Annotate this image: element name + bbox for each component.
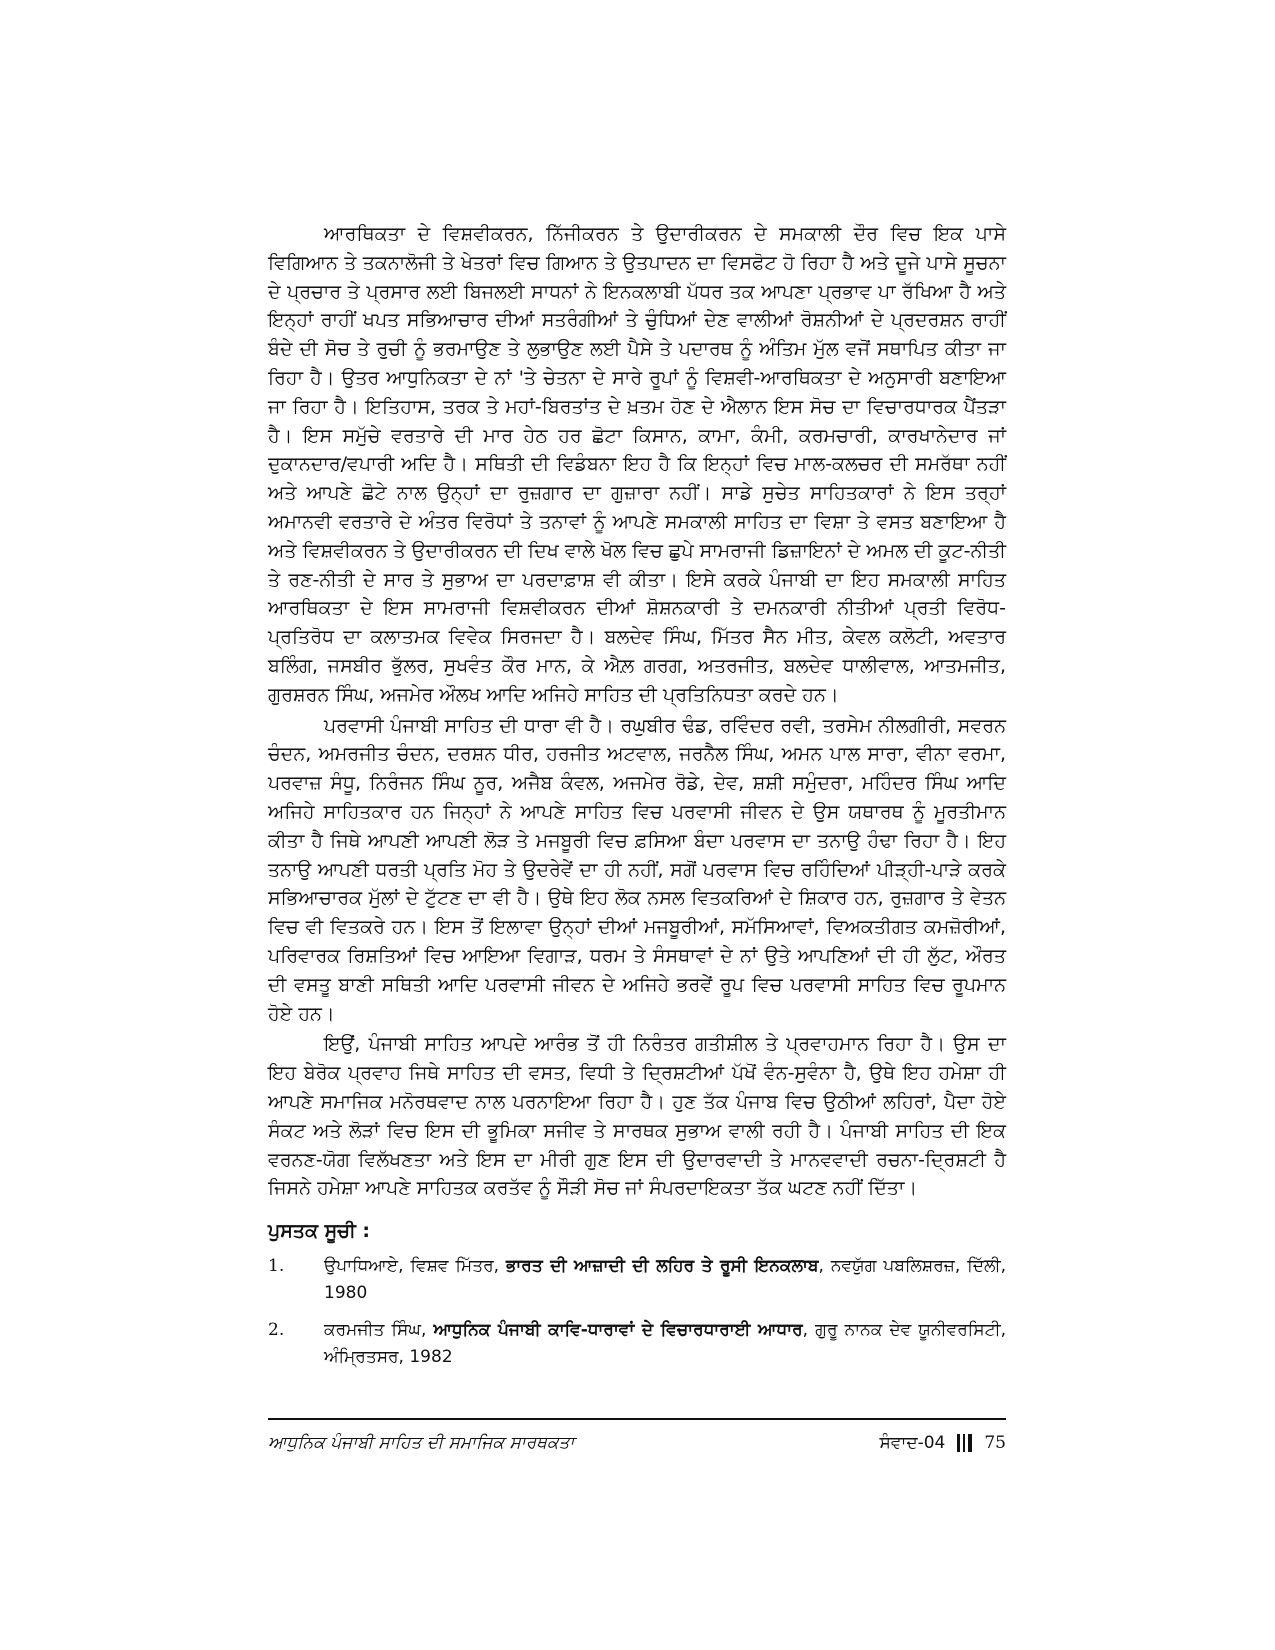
entry-publisher: , ਨਵਯੁੱਗ ਪਬਲਿਸ਼ਰਜ਼, ਦਿੱਲੀ, 1980 (324, 1256, 1006, 1304)
issue-label: ਸੰਵਾਦ-04 (879, 1433, 946, 1453)
entry-number: 2. (268, 1320, 285, 1341)
entry-title: ਭਾਰਤ ਦੀ ਆਜ਼ਾਦੀ ਦੀ ਲਹਿਰ ਤੇ ਰੂਸੀ ਇਨਕਲਾਬ (506, 1256, 819, 1277)
entry-text (324, 1253, 1006, 1307)
paragraph-conclusion: ਇਉਂ, ਪੰਜਾਬੀ ਸਾਹਿਤ ਆਪਦੇ ਆਰੰਭ ਤੋਂ ਹੀ ਨਿਰੰਤਰ ਗਤੀਸ਼ੀਲ ਤੇ ਪ੍ਰਵਾਹਮਾਨ ਰਿਹਾ ਹੈ। ਉਸ ਦਾ ਇਹ ਬੇਰੋਕ ਪ੍ਰਵਾਹ ਜਿਥੇ ਸਾਹਿਤ ਦੀ ਵਸਤ, ਵਿਧੀ ਤੇ ਦ੍ਰਿਸ਼ਟੀਆਂ ਪੱਖੋਂ ਵੰਨ-ਸੁਵੰਨਾ ਹੈ, ਉਥੇ ਇਹ ਹਮੇਸ਼ਾ ਹੀ ਆਪਣੇ ਸਮਾਜਿਕ ਮਨੋਰਥਵਾਦ ਨਾਲ ਪਰਨਾਇਆ ਰਿਹਾ ਹੈ। ਹੁਣ ਤੱਕ ਪੰਜਾਬ ਵਿਚ ਉਠੀਆਂ ਲਹਿਰਾਂ, ਪੈਦਾ ਹੋਏ ਸੰਕਟ ਅਤੇ ਲੋੜਾਂ ਵਿਚ ਇਸ ਦੀ ਭੂਮਿਕਾ ਸਜੀਵ ਤੇ ਸਾਰਥਕ ਸੁਭਾਅ ਵਾਲੀ ਰਹੀ ਹੈ। ਪੰਜਾਬੀ ਸਾਹਿਤ ਦੀ ਇਕ ਵਰਨਣ-ਯੋਗ ਵਿਲੱਖਣਤਾ ਅਤੇ ਇਸ ਦਾ ਮੀਰੀ ਗੁਣ ਇਸ ਦੀ ਉਦਾਰਵਾਦੀ ਤੇ ਮਾਨਵਵਾਦੀ ਰਚਨਾ-ਦ੍ਰਿਸ਼ਟੀ ਹੈ ਜਿਸਨੇ ਹਮੇਸ਼ਾ ਆਪਣੇ ਸਾਹਿਤਕ ਕਰਤੱਵ ਨੂੰ ਸੌੜੀ ਸੋਚ ਜਾਂ ਸੰਪਰਦਾਇਕਤਾ ਤੱਕ ਘਟਣ ਨਹੀਂ ਦਿੱਤਾ। (268, 1033, 1006, 1200)
bibliography-heading: ਪੁਸਤਕ ਸੂਚੀ : (268, 1220, 371, 1243)
entry-number: 1. (268, 1256, 285, 1277)
body-text-column (268, 220, 1006, 1381)
entry-text (324, 1317, 1006, 1371)
footer-meta (880, 1433, 1007, 1453)
vertical-bars-icon (957, 1434, 972, 1452)
bibliography-entry (268, 1317, 1006, 1371)
page-footer (268, 1428, 1006, 1458)
entry-author: ਉਪਾਧਿਆਏ, ਵਿਸ਼ਵ ਮਿੱਤਰ, (324, 1256, 506, 1277)
paragraph-globalization: ਆਰਥਿਕਤਾ ਦੇ ਵਿਸ਼ਵੀਕਰਨ, ਨਿੱਜੀਕਰਨ ਤੇ ਉਦਾਰੀਕਰਨ ਦੇ ਸਮਕਾਲੀ ਦੌਰ ਵਿਚ ਇਕ ਪਾਸੇ ਵਿਗਿਆਨ ਤੇ ਤਕਨਾਲੋਜੀ ਤੇ ਖੇਤਰਾਂ ਵਿਚ ਗਿਆਨ ਤੇ ਉਤਪਾਦਨ ਦਾ ਵਿਸਫੋਟ ਹੋ ਰਿਹਾ ਹੈ ਅਤੇ ਦੂਜੇ ਪਾਸੇ ਸੂਚਨਾ ਦੇ ਪ੍ਰਚਾਰ ਤੇ ਪ੍ਰਸਾਰ ਲਈ ਬਿਜਲਈ ਸਾਧਨਾਂ ਨੇ ਇਨਕਲਾਬੀ ਪੱਧਰ ਤਕ ਆਪਣਾ ਪ੍ਰਭਾਵ ਪਾ ਰੱਖਿਆ ਹੈ ਅਤੇ ਇਨ੍ਹਾਂ ਰਾਹੀਂ ਖਪਤ ਸਭਿਆਚਾਰ ਦੀਆਂ ਸਤਰੰਗੀਆਂ ਤੇ ਚੁੰਧਿਆਂ ਦੇਣ ਵਾਲੀਆਂ ਰੋਸ਼ਨੀਆਂ ਦੇ ਪ੍ਰਦਰਸ਼ਨ ਰਾਹੀਂ ਬੰਦੇ ਦੀ ਸੋਚ ਤੇ ਰੁਚੀ ਨੂੰ ਭਰਮਾਉਣ ਤੇ ਲੁਭਾਉਣ ਲਈ ਪੈਸੇ ਤੇ ਪਦਾਰਥ ਨੂੰ ਅੰਤਿਮ ਮੁੱਲ ਵਜੋਂ ਸਥਾਪਿਤ ਕੀਤਾ ਜਾ ਰਿਹਾ ਹੈ। ਉਤਰ ਆਧੁਨਿਕਤਾ ਦੇ ਨਾਂ 'ਤੇ ਚੇਤਨਾ ਦੇ ਸਾਰੇ ਰੂਪਾਂ ਨੂੰ ਵਿਸ਼ਵੀ-ਆਰਥਿਕਤਾ ਦੇ ਅਨੁਸਾਰੀ ਬਣਾਇਆ ਜਾ ਰਿਹਾ ਹੈ। ਇਤਿਹਾਸ, ਤਰਕ ਤੇ ਮਹਾਂ-ਬਿਰਤਾਂਤ ਦੇ ਖ਼ਤਮ ਹੋਣ ਦੇ ਐਲਾਨ ਇਸ ਸੋਚ ਦਾ ਵਿਚਾਰਧਾਰਕ ਪੈਂਤੜਾ ਹੈ। ਇਸ ਸਮੁੱਚੇ ਵਰਤਾਰੇ ਦੀ ਮਾਰ ਹੇਠ ਹਰ ਛੋਟਾ ਕਿਸਾਨ, ਕਾਮਾ, ਕੰਮੀ, ਕਰਮਚਾਰੀ, ਕਾਰਖਾਨੇਦਾਰ ਜਾਂ ਦੁਕਾਨਦਾਰ/ਵਪਾਰੀ ਅਦਿ ਹੈ। ਸਥਿਤੀ ਦੀ ਵਿਡੰਬਨਾ ਇਹ ਹੈ ਕਿ ਇਨ੍ਹਾਂ ਵਿਚ ਮਾਲ-ਕਲਚਰ ਦੀ ਸਮਰੱਥਾ ਨਹੀਂ ਅਤੇ ਆਪਣੇ ਛੋਟੇ ਨਾਲ ਉਨ੍ਹਾਂ ਦਾ ਰੁਜ਼ਗਾਰ ਦਾ ਗੁਜ਼ਾਰਾ ਨਹੀਂ। ਸਾਡੇ ਸੁਚੇਤ ਸਾਹਿਤਕਾਰਾਂ ਨੇ ਇਸ ਤਰ੍ਹਾਂ ਅਮਾਨਵੀ ਵਰਤਾਰੇ ਦੇ ਅੰਤਰ ਵਿਰੋਧਾਂ ਤੇ ਤਨਾਵਾਂ ਨੂੰ ਆਪਣੇ ਸਮਕਾਲੀ ਸਾਹਿਤ ਦਾ ਵਿਸ਼ਾ ਤੇ ਵਸਤ ਬਣਾਇਆ ਹੈ ਅਤੇ ਵਿਸ਼ਵੀਕਰਨ ਤੇ ਉਦਾਰੀਕਰਨ ਦੀ ਦਿਖ ਵਾਲੇ ਖੋਲ ਵਿਚ ਛੁਪੇ ਸਾਮਰਾਜੀ ਡਿਜ਼ਾਇਨਾਂ ਦੇ ਅਮਲ ਦੀ ਕੂਟ-ਨੀਤੀ ਤੇ ਰਣ-ਨੀਤੀ ਦੇ ਸਾਰ ਤੇ ਸੁਭਾਅ ਦਾ ਪਰਦਾਫ਼ਾਸ਼ ਵੀ ਕੀਤਾ। ਇਸੇ ਕਰਕੇ ਪੰਜਾਬੀ ਦਾ ਇਹ ਸਮਕਾਲੀ ਸਾਹਿਤ ਆਰਥਿਕਤਾ ਦੇ ਇਸ ਸਾਮਰਾਜੀ ਵਿਸ਼ਵੀਕਰਨ ਦੀਆਂ ਸ਼ੋਸ਼ਨਕਾਰੀ ਤੇ ਦਮਨਕਾਰੀ ਨੀਤੀਆਂ ਪ੍ਰਤੀ ਵਿਰੋਧ-ਪ੍ਰਤਿਰੋਧ ਦਾ ਕਲਾਤਮਕ ਵਿਵੇਕ ਸਿਰਜਦਾ ਹੈ। ਬਲਦੇਵ ਸਿੰਘ, ਮਿੱਤਰ ਸੈਨ ਮੀਤ, ਕੇਵਲ ਕਲੋਟੀ, ਅਵਤਾਰ ਬਲਿੰਗ, ਜਸਬੀਰ ਭੁੱਲਰ, ਸੁਖਵੰਤ ਕੌਰ ਮਾਨ, ਕੇ ਐਲ਼ ਗਰਗ, ਅਤਰਜੀਤ, ਬਲਦੇਵ ਧਾਲੀਵਾਲ, ਆਤਮਜੀਤ, ਗੁਰਸ਼ਰਨ ਸਿੰਘ, ਅਜਮੇਰ ਔਲਖ ਆਦਿ ਅਜਿਹੇ ਸਾਹਿਤ ਦੀ ਪ੍ਰਤਿਨਿਧਤਾ ਕਰਦੇ ਹਨ। (268, 223, 1006, 706)
page-number: 75 (984, 1433, 1006, 1453)
entry-author: ਕਰਮਜੀਤ ਸਿੰਘ, (324, 1320, 434, 1341)
bibliography-entry (268, 1253, 1006, 1307)
entry-publisher: , ਗੁਰੂ ਨਾਨਕ ਦੇਵ ਯੂਨੀਵਰਸਿਟੀ, ਅੰਮ੍ਰਿਤਸਰ, 1982 (324, 1320, 1006, 1368)
running-title: ਆਧੁਨਿਕ ਪੰਜਾਬੀ ਸਾਹਿਤ ਦੀ ਸਮਾਜਿਕ ਸਾਰਥਕਤਾ (268, 1433, 575, 1453)
paragraph-diaspora-literature: ਪਰਵਾਸੀ ਪੰਜਾਬੀ ਸਾਹਿਤ ਦੀ ਧਾਰਾ ਵੀ ਹੈ। ਰਘੁਬੀਰ ਢੰਡ, ਰਵਿੰਦਰ ਰਵੀ, ਤਰਸੇਮ ਨੀਲਗੀਰੀ, ਸਵਰਨ ਚੰਦਨ, ਅਮਰਜੀਤ ਚੰਦਨ, ਦਰਸ਼ਨ ਧੀਰ, ਹਰਜੀਤ ਅਟਵਾਲ, ਜਰਨੈਲ ਸਿੰਘ, ਅਮਨ ਪਾਲ ਸਾਰਾ, ਵੀਨਾ ਵਰਮਾ, ਪਰਵਾਜ਼ ਸੰਧੂ, ਨਿਰੰਜਨ ਸਿੰਘ ਨੂਰ, ਅਜੈਬ ਕੰਵਲ, ਅਜਮੇਰ ਰੋਡੇ, ਦੇਵ, ਸ਼ਸ਼ੀ ਸਮੁੰਦਰਾ, ਮਹਿੰਦਰ ਸਿੰਘ ਆਦਿ ਅਜਿਹੇ ਸਾਹਿਤਕਾਰ ਹਨ ਜਿਨ੍ਹਾਂ ਨੇ ਆਪਣੇ ਸਾਹਿਤ ਵਿਚ ਪਰਵਾਸੀ ਜੀਵਨ ਦੇ ਉਸ ਯਥਾਰਥ ਨੂੰ ਮੂਰਤੀਮਾਨ ਕੀਤਾ ਹੈ ਜਿਥੇ ਆਪਣੀ ਆਪਣੀ ਲੋੜ ਤੇ ਮਜਬੂਰੀ ਵਿਚ ਫ਼ਸਿਆ ਬੰਦਾ ਪਰਵਾਸ ਦਾ ਤਨਾਉ ਹੰਢਾ ਰਿਹਾ ਹੈ। ਇਹ ਤਨਾਉ ਆਪਣੀ ਧਰਤੀ ਪ੍ਰਤਿ ਮੋਹ ਤੇ ਉਦਰੇਵੇਂ ਦਾ ਹੀ ਨਹੀਂ, ਸਗੋਂ ਪਰਵਾਸ ਵਿਚ ਰਹਿੰਦਿਆਂ ਪੀੜ੍ਹੀ-ਪਾੜੇ ਕਰਕੇ ਸਭਿਆਚਾਰਕ ਮੁੱਲਾਂ ਦੇ ਟੁੱਟਣ ਦਾ ਵੀ ਹੈ। ਉਥੇ ਇਹ ਲੋਕ ਨਸਲ ਵਿਤਕਰਿਆਂ ਦੇ ਸ਼ਿਕਾਰ ਹਨ, ਰੁਜ਼ਗਾਰ ਤੇ ਵੇਤਨ ਵਿਚ ਵੀ ਵਿਤਕਰੇ ਹਨ। ਇਸ ਤੋਂ ਇਲਾਵਾ ਉਨ੍ਹਾਂ ਦੀਆਂ ਮਜਬੂਰੀਆਂ, ਸਮੱਸਿਆਵਾਂ, ਵਿਅਕਤੀਗਤ ਕਮਜ਼ੋਰੀਆਂ, ਪਰਿਵਾਰਕ ਰਿਸ਼ਤਿਆਂ ਵਿਚ ਆਇਆ ਵਿਗਾੜ, ਧਰਮ ਤੇ ਸੰਸਥਾਵਾਂ ਦੇ ਨਾਂ ਉਤੇ ਆਪਣਿਆਂ ਦੀ ਹੀ ਲੁੱਟ, ਔਰਤ ਦੀ ਵਸਤੂ ਬਾਣੀ ਸਥਿਤੀ ਆਦਿ ਪਰਵਾਸੀ ਜੀਵਨ ਦੇ ਅਜਿਹੇ ਭਰਵੇਂ ਰੂਪ ਵਿਚ ਪਰਵਾਸੀ ਸਾਹਿਤ ਵਿਚ ਰੂਪਮਾਨ ਹੋਏ ਹਨ। (268, 714, 1006, 1025)
footer-rule (268, 1418, 1006, 1420)
entry-title: ਆਧੁਨਿਕ ਪੰਜਾਬੀ ਕਾਵਿ-ਧਾਰਾਵਾਂ ਦੇ ਵਿਚਾਰਧਾਰਾਈ ਆਧਾਰ (433, 1320, 803, 1341)
